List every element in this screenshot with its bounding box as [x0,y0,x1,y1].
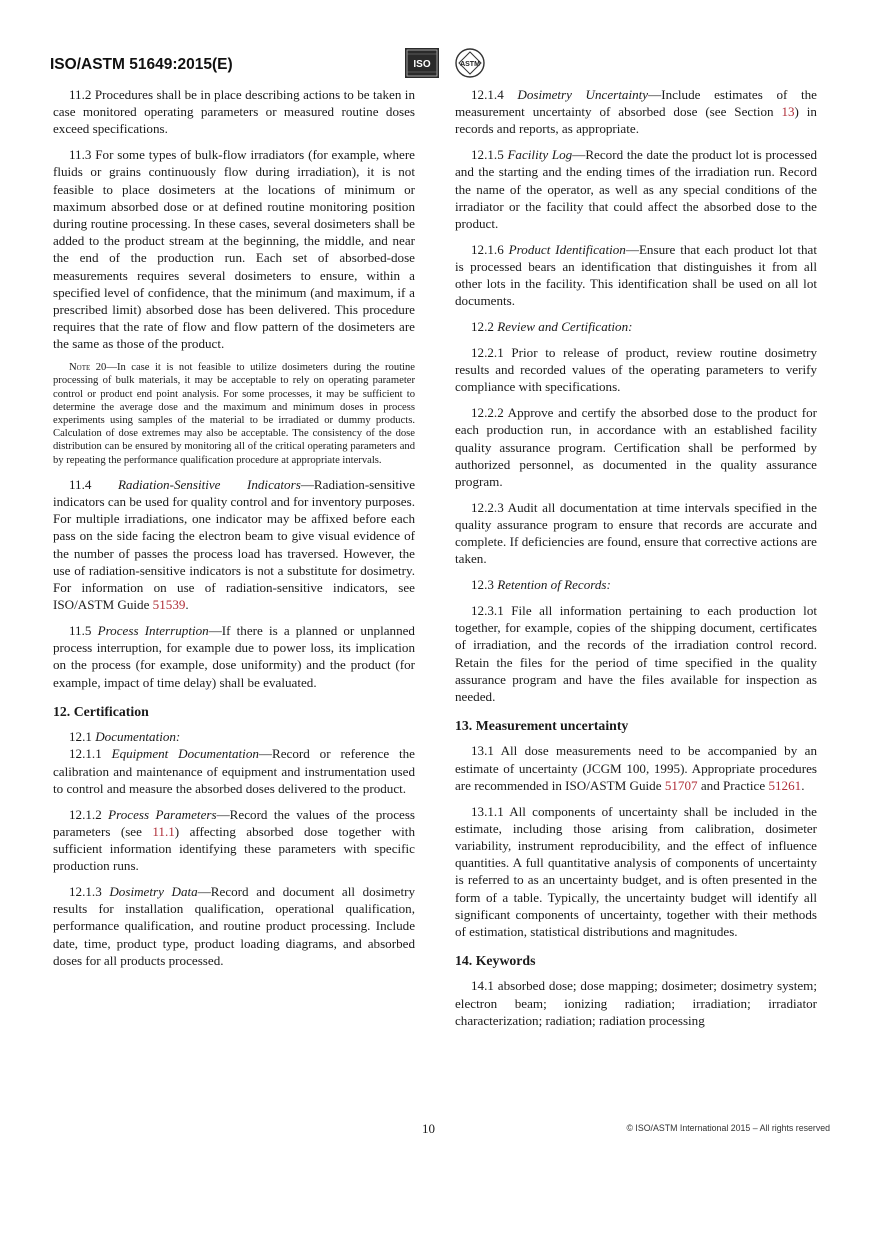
para-12-1-4-title: Dosimetry Uncertainty [517,87,649,102]
para-11-5-num: 11.5 [69,623,92,639]
para-12-2 [455,318,817,335]
iso-logo-icon [405,48,439,78]
para-12-2-2: 12.2.2 Approve and certify the absorbed dose to the product for each production run, in accordance with an established facility quality assurance program. Certification shall be performed by authorized personnel, as documented in the quality assurance program. [455,405,817,490]
para-13-1-text-b: and Practice [697,777,769,793]
para-12-1-num: 12.1 [69,729,92,745]
note-20-label: Note 20 [69,362,107,374]
iso-logo-text: ISO [413,59,431,70]
para-13-1 [455,742,817,794]
para-12-1-6-num: 12.1.6 [471,241,504,257]
ref-51261-link[interactable]: 51261 [768,777,802,793]
astm-logo-icon [453,47,487,79]
para-12-1-2 [53,806,415,875]
para-12-1-3-text: —Record and document all dosimetry results for installation qualification, operational qualification, performance qualification, and routine product processing. Include date, time, product type, product loading diagrams, and absorbed doses for all products processed. [53,883,415,968]
para-13-1-text-c: . [801,777,805,793]
para-12-1-4-text-a: —Include estimates of the measurement uncertainty of absorbed dose (see Section [455,87,817,120]
para-12-1 [53,728,415,745]
para-12-1-3-num: 12.1.3 [69,883,102,899]
para-12-1-5-title: Facility Log [507,147,573,163]
astm-logo-text: ASTM [460,61,480,68]
ref-51539-link[interactable]: 51539 [152,597,186,613]
heading-13: 13. Measurement uncertainty [455,718,629,734]
heading-14: 14. Keywords [455,953,536,969]
para-12-3-1: 12.3.1 File all information pertaining to each production lot together, for example, copies of the shipping document, certificates of irradiation, and the records of the irradiation control record. Retain the files for the period of time specified in the quality assurance program and have the files available for inspection as needed. [455,603,817,705]
para-11-4-text: —Radiation-sensitive indicators can be used for quality control and for inventory purposes. For multiple irradiations, one indicator may be affixed before each pass on the side facing the electron beam to give visual evidence of the number of passes the process load has traversed. However, the use of radiation-sensitive indicators is not a substitute for dosimetry. For information on use of radiation-sensitive indicators, see ISO/ASTM Guide [53,476,415,613]
page-header [50,46,830,82]
para-12-1-5-text: —Record the date the product lot is processed and the starting and the ending times of the irradiation run. Record the name of the operator, as well as any special conditions of the irradiator or the facility that could affect the absorbed dose to the product. [455,147,817,232]
note-20-text: —In case it is not feasible to utilize dosimeters during the routine processing of bulk materials, it may be acceptable to rely on operating parameter control or product end point analysis. For some processes, it may be sufficient to determine the average dose and the maximum and minimum doses in process experiments using samples of the material to be irradiated or dummy products. Calculation of dose extremes may also be acceptable. The consistency of the dose distribution can be ensured by monitoring all of the critical operating parameters and by repeating the performance qualification procedure at appropriate intervals. [53,362,415,466]
para-12-1-1-num: 12.1.1 [69,746,102,762]
para-11-4 [53,476,415,614]
para-12-2-num: 12.2 [471,319,494,335]
logos [405,46,505,80]
para-12-2-1: 12.2.1 Prior to release of product, review routine dosimetry results and recorded values of the operating parameters to verify compliance with specifications. [455,345,817,395]
para-12-1-6-text: —Ensure that each product lot that is processed bears an identification that distinguishes it from all other lots in the facility. This identification shall be used on all lot documents. [455,241,817,309]
para-11-2: 11.2 Procedures shall be in place describing actions to be taken in case monitored operating parameters or measured routine doses exceed specifications. [53,87,415,137]
right-column [455,86,817,1029]
para-13-1-1: 13.1.1 All components of uncertainty shall be included in the estimate, including those arising from calibration, dosimeter variability, instrument reproducibility, and the effect of influence quantities. A full quantitative analysis of components of uncertainty is referred to as an uncertainty budget, and is often presented in the form of a table. Typically, the uncertainty budget will identify all significant components of uncertainty, together with their methods of estimation, statistical distributions and magnitudes. [455,803,817,940]
left-column [53,86,415,969]
page-footer [50,1121,830,1141]
para-11-4-num: 11.4 [69,476,92,492]
para-12-1-2-text-b: ) affecting absorbed dose together with sufficient information identifying these parameters with specific production runs. [53,823,415,874]
para-12-1-title: Documentation: [95,729,181,745]
page-number: 10 [422,1121,435,1136]
para-12-1-4-num: 12.1.4 [471,87,504,102]
para-12-1-4 [455,86,817,138]
para-14-1: 14.1 absorbed dose; dose mapping; dosimeter; dosimetry system; electron beam; ionizing radiation; irradiation; irradiator characterization; radiation; radiation processing [455,978,817,1028]
para-12-1-2-num: 12.1.2 [69,806,102,822]
para-12-2-3: 12.2.3 Audit all documentation at time intervals specified in the quality assurance program to ensure that records are accurate and complete. If deficiencies are found, ensure that corrective actions are taken. [455,499,817,567]
para-11-5 [53,622,415,691]
heading-12: 12. Certification [53,703,149,719]
para-12-1-1 [53,745,415,797]
para-12-3-title: Retention of Records: [497,577,611,593]
para-12-1-5 [455,146,817,232]
ref-13-link[interactable]: 13 [781,104,795,120]
ref-11-1-link[interactable]: 11.1 [152,823,175,839]
para-11-4-title: Radiation-Sensitive Indicators [117,476,301,492]
para-12-2-title: Review and Certification: [497,319,633,335]
para-12-1-6-title: Product Identification [508,241,626,257]
para-12-1-6 [455,241,817,310]
para-13-1-text-a: 13.1 All dose measurements need to be accompanied by an estimate of uncertainty (JCGM 100, 1995). Appropriate procedures are recommended in ISO/ASTM Guide [455,743,817,793]
para-12-1-5-num: 12.1.5 [471,147,504,163]
para-11-5-title: Process Interruption [97,623,209,639]
para-11-3: 11.3 For some types of bulk-flow irradiators (for example, where fluids or grains continuously flow during irradiation), it is not feasible to place dosimeters at the locations of minimum or maximum absorbed dose or at defined routine monitoring position during routine processing. In these cases, several dosimeters shall be added to the product stream at the beginning, the middle, and near the end of the production run. Each set of absorbed-dose measurements requires several dosimeters to ensure, within a specified level of confidence, that the minimum (and maximum, if a prescribed limit) absorbed dose has been delivered. This procedure requires that the rate of flow and flow pattern of the dosimeters are the same as those of the product. [53,147,415,352]
note-20 [53,361,415,467]
para-11-5-text: —If there is a planned or unplanned process interruption, for example due to power loss, its implication on the process (for example, dose uniformity) and the product (for example, impact of time delay) shall be evaluated. [53,623,415,690]
para-12-3 [455,576,817,593]
para-12-3-num: 12.3 [471,577,494,593]
para-12-1-4-text-b: ) in records and reports, as appropriate. [455,104,817,137]
para-12-1-3 [53,883,415,969]
para-12-1-2-text-a: —Record the values of the process parameters (see [53,806,416,839]
para-12-1-1-text: —Record or reference the calibration and maintenance of equipment and instrumentation used to control and measure the absorbed doses delivered to the product. [53,746,415,796]
copyright-notice: © ISO/ASTM International 2015 – All rights reserved [626,1123,830,1133]
para-12-1-2-title: Process Parameters [108,806,217,822]
ref-51707-link[interactable]: 51707 [664,777,698,793]
para-11-4-end: . [185,597,189,613]
document-id: ISO/ASTM 51649:2015(E) [50,56,233,73]
para-12-1-3-title: Dosimetry Data [109,883,198,899]
para-12-1-1-title: Equipment Documentation [111,746,259,762]
